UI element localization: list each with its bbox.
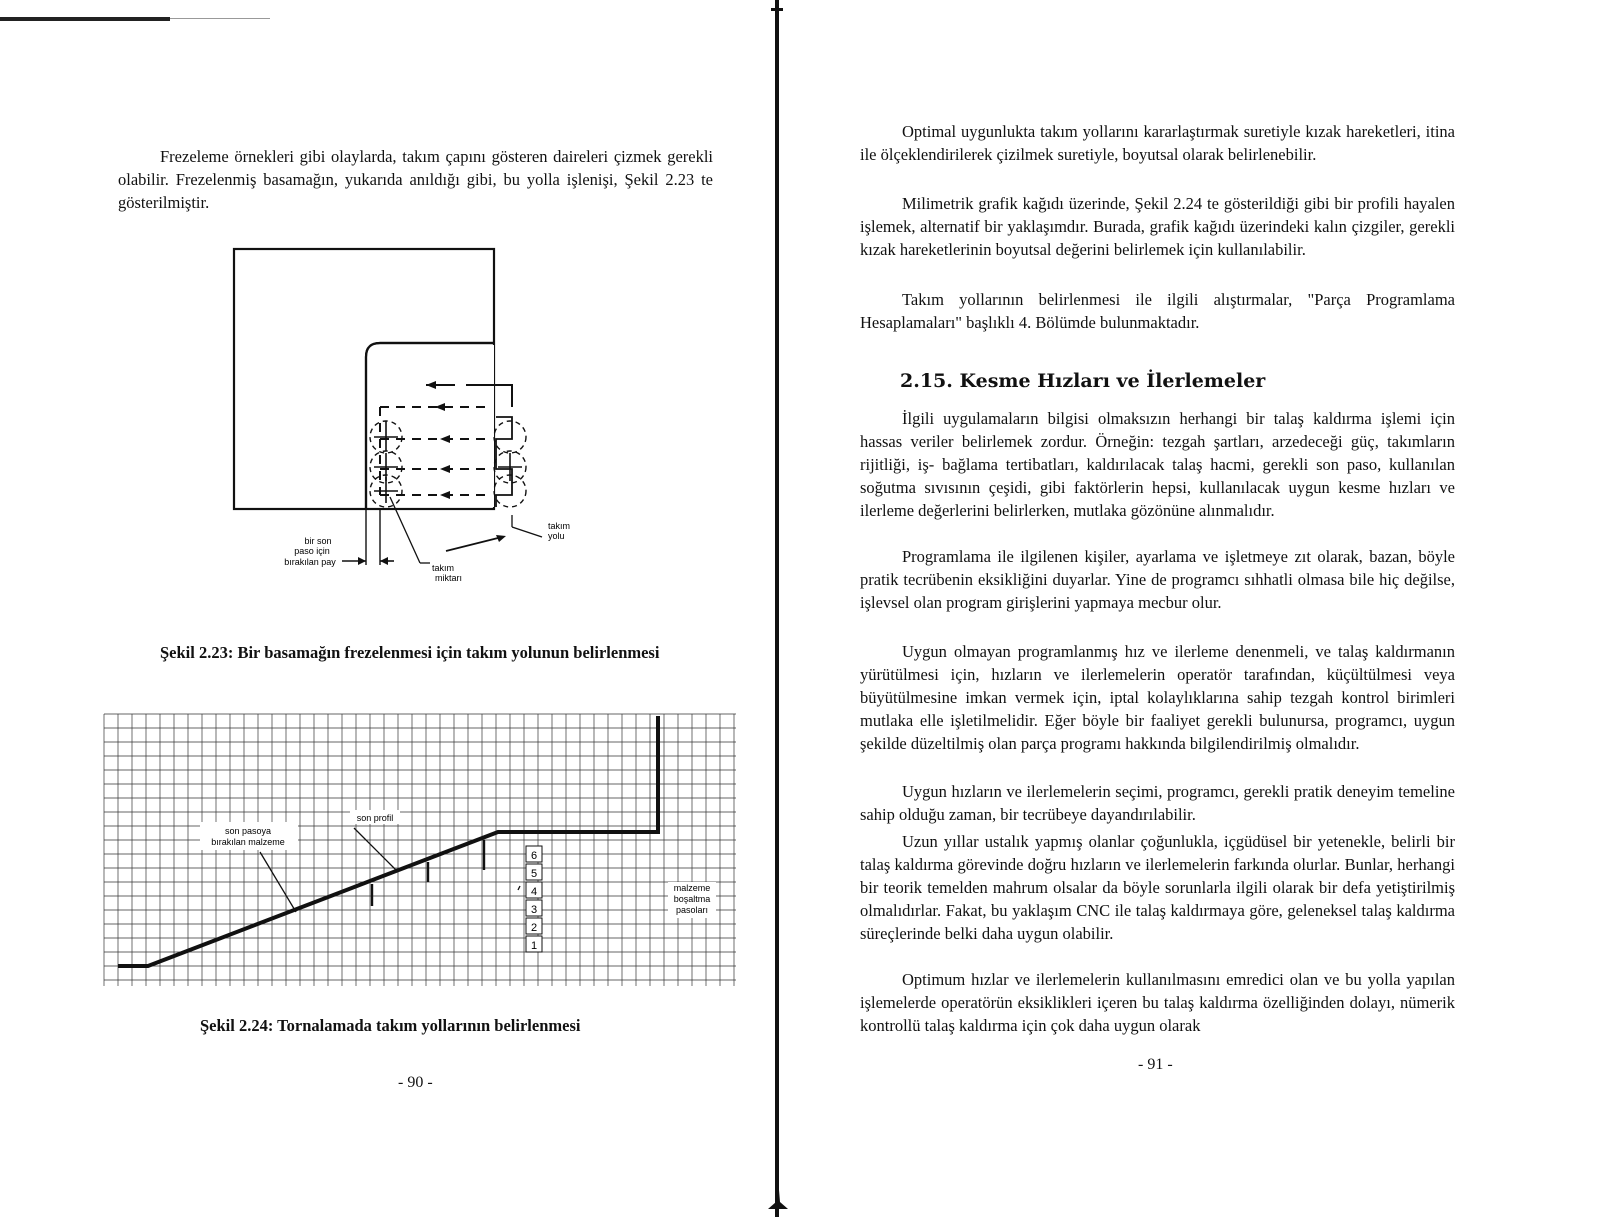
section-title: 2.15. Kesme Hızları ve İlerlemeler — [900, 370, 1266, 392]
right-page — [790, 0, 1600, 1217]
figure-2-24-caption: Şekil 2.24: Tornalamada takım yollarının belirlenmesi — [200, 1016, 581, 1035]
right-paragraph-1: Optimal uygunlukta takım yollarını kararlaştırmak suretiyle kızak hareketleri, itina ile ölçeklendirilerek çizilmek suretiyle, boyutsal olarak belirlenebilir. — [860, 122, 1455, 164]
section-paragraph-6: Optimum hızlar ve ilerlemelerin kullanılmasını emredici olan ve bu yolla yapılan işlemelerde operatörün eksiklikleri içeren bu talaş kaldırma özelliğinden dolayı, nümerik kontrollü talaş kaldırma için çok daha uygun olarak — [860, 970, 1455, 1035]
fig223-label-tool-path-2: yolu — [548, 531, 565, 541]
page-number-right: - 91 - — [1138, 1056, 1173, 1073]
left-page — [0, 0, 775, 1217]
figure-2-23-caption: Şekil 2.23: Bir basamağın frezelenmesi için takım yolunun belirlenmesi — [160, 643, 660, 662]
fig223-label-tool-amount-1: takım — [432, 563, 455, 573]
fig224-label-material-3: pasoları — [675, 905, 709, 915]
pass-number-6: 6 — [530, 850, 538, 862]
section-paragraph-1: İlgili uygulamaların bilgisi olmaksızın herhangi bir talaş kaldırma işlemi için hassas veriler belirlemek zordur. Örneğin: tezgah şartları, arzedeceği güç, takımların rijitliği, iş- bağlama tertibatları, kaldırılacak talaş hacmi, gerekli son paso, kullanılan soğutma sıvısının çeşidi, gibi faktörlerin hepsi, kullanılacak uygun kesme hızları ve ilerleme değerlerini belirlerken, mutlaka gözönüne alınmalıdır. — [860, 409, 1455, 520]
fig224-label-last-pass-2: bırakılan malzeme — [211, 837, 285, 847]
figure-2-24 — [100, 710, 750, 1000]
section-paragraph-4: Uygun hızların ve ilerlemelerin seçimi, programcı, gerekli pratik deneyim temeline sahip olduğu zaman, bir tecrübeye dayandırılabilir. — [860, 782, 1455, 824]
fig224-label-material-2: boşaltma — [673, 894, 711, 904]
page-number-left: - 90 - — [398, 1074, 433, 1091]
intro-paragraph: Frezeleme örnekleri gibi olaylarda, takım çapını gösteren daireleri çizmek gerekli olabilir. Frezelenmiş basamağın, yukarıda anıldığı gibi, bu yolla işlenişi, Şekil 2.23 te gösterilmiştir. — [118, 147, 713, 212]
fig224-label-material-1: malzeme — [673, 883, 711, 893]
fig223-label-finish-3: bırakılan pay — [284, 557, 336, 567]
book-spine — [775, 0, 779, 1217]
fig223-label-tool-path-1: takım — [548, 521, 571, 531]
fig224-label-final-profile: son profil — [356, 813, 394, 823]
right-paragraph-3: Takım yollarının belirlenmesi ile ilgili alıştırmalar, "Parça Programlama Hesaplamaları" başlıklı 4. Bölümde bulunmaktadır. — [860, 290, 1455, 332]
fig224-label-last-pass-1: son pasoya — [224, 826, 272, 836]
fig223-label-finish-1: bir son — [304, 536, 332, 546]
fig223-label-tool-amount-2: miktarı — [435, 573, 462, 583]
fig223-label-finish-2: paso için — [294, 546, 330, 556]
figure-2-23 — [230, 245, 590, 595]
section-paragraph-5: Uzun yıllar ustalık yapmış olanlar çoğunlukla, içgüdüsel bir yetenekle, belirli bir talaş kaldırma görevinde doğru hızların ve ilerlemelerin farkında olurlar. Bunlar, herhangi bir teorik temelden mahrum olsalar da böyle sorunlarla ilgili olarak bir defa yetiştirilmiş olmalıdırlar. Fakat, bu yaklaşım CNC ile talaş kaldırmaya göre, geleneksel talaş kaldırma süreçlerinde belki daha uygun olabilir. — [860, 832, 1455, 943]
pass-number-5: 5 — [530, 868, 538, 880]
right-paragraph-2: Milimetrik grafik kağıdı üzerinde, Şekil 2.24 te gösterildiği gibi bir profili hayalen işlemek, alternatif bir yaklaşımdır. Burada, grafik kağıdı üzerindeki kalın çizgiler, gerekli kızak hareketlerinin boyutsal değerini belirlemek için kullanılabilir. — [860, 194, 1455, 259]
pass-number-3: 3 — [530, 904, 538, 916]
section-paragraph-2: Programlama ile ilgilenen kişiler, ayarlama ve işletmeye zıt olarak, bazan, böyle pratik tecrübenin eksikliğini duyarlar. Yine de programcı sıhhatli olmasa bile hiç değilse, işlevsel olan program girişlerini yapmaya mecbur olur. — [860, 547, 1455, 612]
section-paragraph-3: Uygun olmayan programlanmış hız ve ilerleme denenmeli, ve talaş kaldırmanın yürütülmesi için, hızların ve ilerlemelerin operatör tarafından, küçültülmesi veya büyütülmesine imkan vermek için, iptal kolaylıklarına sahip tezgah kontrol birimleri mutlaka elle işletilmelidir. Eğer böyle bir faaliyet gerekli bulunursa, programcı, uygun şekilde düzeltilmiş olan parça programı hakkında bilgilendirilmiş olmalıdır. — [860, 642, 1455, 753]
pass-number-1: 1 — [530, 940, 538, 952]
pass-number-4: 4 — [530, 886, 538, 898]
pass-number-2: 2 — [530, 922, 538, 934]
